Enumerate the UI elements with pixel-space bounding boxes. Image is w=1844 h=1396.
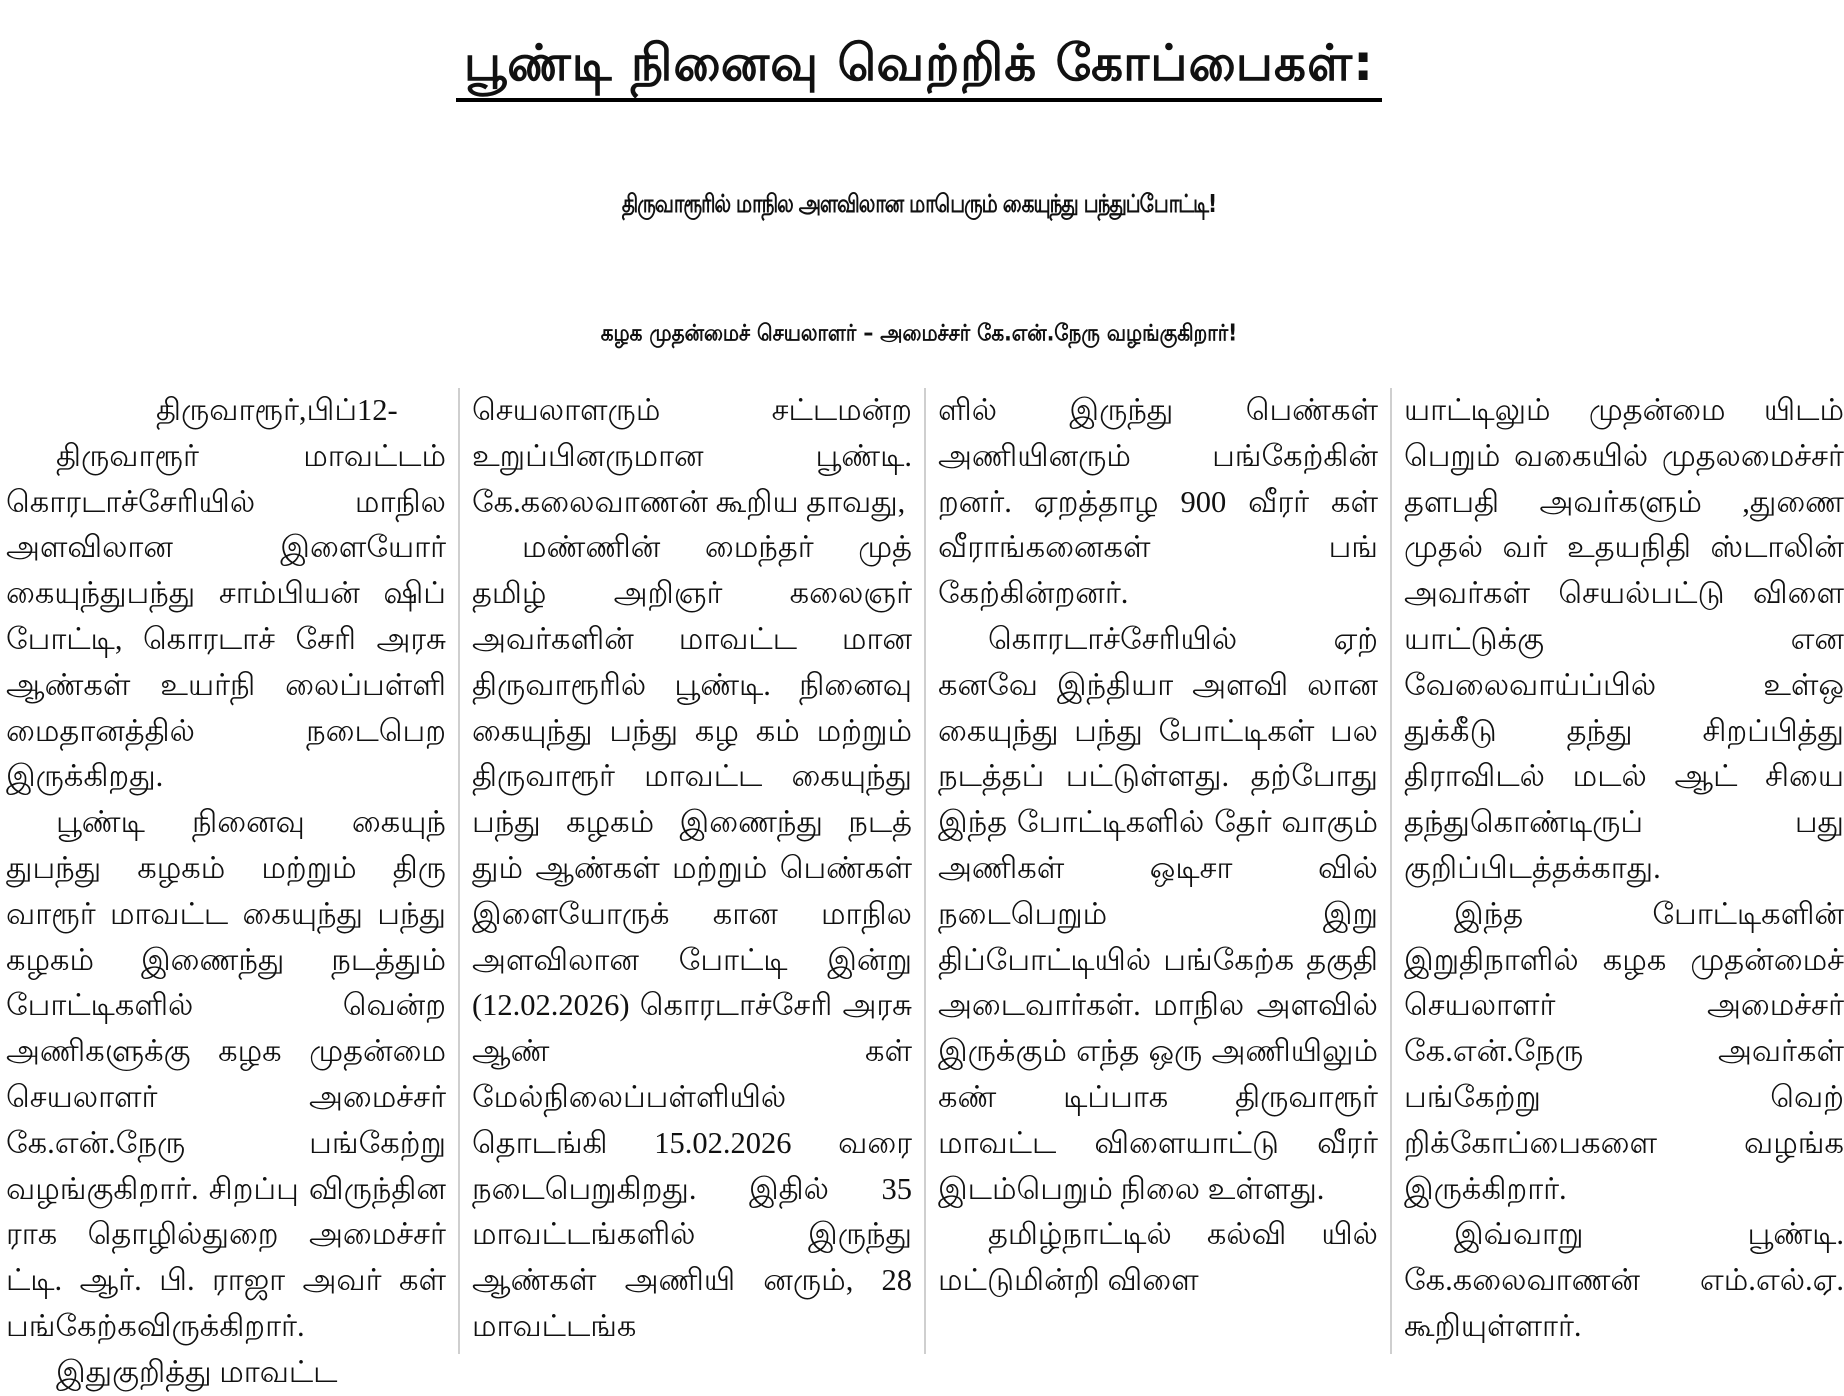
column-divider xyxy=(924,388,926,1354)
column-3 xyxy=(938,388,1378,1354)
paragraph: கொரடாச்சேரியில் ஏற் கனவே இந்தியா அளவி லான கையுந்து பந்து போட்டிகள் பல நடத்தப் பட்டுள்ளது. தற்போது இந்த போட்டிகளில் தேர் வாகும் அணிகள் ஒடிசா வில் நடைபெறும் இறு திப்போட்டியில் பங்கேற்க தகுதி அடைவார்கள். மாநில அளவில் இருக்கும் எந்த ஒரு அணியிலும் கண் டிப்பாக திருவாரூர் மாவட்ட விளையாட்டு வீரர் இடம்பெறும் நிலை உள்ளது. xyxy=(938,621,1378,1206)
paragraph: இவ்வாறு பூண்டி. கே.கலைவாணன் எம்.எல்.ஏ. கூறியுள்ளார். xyxy=(1404,1217,1844,1343)
paragraph: தமிழ்நாட்டில் கல்வி யில் மட்டுமின்றி விளை xyxy=(938,1217,1378,1298)
paragraph: மண்ணின் மைந்தர் முத் தமிழ் அறிஞர் கலைஞர் அவர்களின் மாவட்ட மான திருவாரூரில் பூண்டி. நினைவு கையுந்து பந்து கழ கம் மற்றும் திருவாரூர் மாவட்ட கையுந்து பந்து கழகம் இணைந்து நடத் தும் ஆண்கள் மற்றும் பெண்கள் இளையோருக் கான மாநில அளவிலான போட்டி இன்று (12.02.2026) கொரடாச்சேரி அரசு ஆண் கள் மேல்நிலைப்பள்ளியில் தொடங்கி 15.02.2026 வரை நடைபெறுகிறது. இதில் 35 மாவட்டங்களில் இருந்து ஆண்கள் அணியி னரும், 28 மாவட்டங்க xyxy=(472,530,912,1343)
paragraph: திருவாரூர் மாவட்டம் கொரடாச்சேரியில் மாநில அளவிலான இளையோர் கையுந்துபந்து சாம்பியன் ஷிப் போட்டி, கொரடாச் சேரி அரசு ஆண்கள் உயர்நி லைப்பள்ளி மைதானத்தில் நடைபெற இருக்கிறது. xyxy=(6,438,446,794)
headline: திருவாரூரில் மாநில அளவிலான மாபெரும் கையுந்து பந்துப்போட்டி! xyxy=(621,188,1217,218)
article-body xyxy=(6,388,1844,1389)
column-1 xyxy=(6,388,446,1389)
column-4 xyxy=(1404,388,1844,1354)
kicker-heading xyxy=(0,30,1838,102)
column-divider xyxy=(1390,388,1392,1354)
paragraph: ளில் இருந்து பெண்கள் அணியினரும் பங்கேற்கின் றனர். ஏறத்தாழ 900 வீரர் கள் வீராங்கனைகள் பங் கேற்கின்றனர். xyxy=(938,393,1378,611)
subheadline: கழக முதன்மைச் செயலாளர் – அமைச்சர் கே.என்.நேரு வழங்குகிறார்! xyxy=(600,318,1238,347)
column-2 xyxy=(472,388,912,1354)
paragraph: யாட்டிலும் முதன்மை யிடம் பெறும் வகையில் முதலமைச்சர் தளபதி அவர்களும் ,துணை முதல் வர் உதயநிதி ஸ்டாலின் அவர்கள் செயல்பட்டு விளை யாட்டுக்கு என வேலைவாய்ப்பில் உள்ஒ துக்கீடு தந்து சிறப்பித்து திராவிடல் மடல் ஆட் சியை தந்துகொண்டிருப் பது குறிப்பிடத்தக்காது. xyxy=(1404,393,1844,885)
kicker-text: பூண்டி நினைவு வெற்றிக் கோப்பைகள்: xyxy=(456,30,1382,102)
paragraph: இதுகுறித்து மாவட்ட xyxy=(56,1354,338,1389)
dateline: திருவாரூர்,பிப்12- xyxy=(156,393,398,427)
paragraph: செயலாளரும் சட்டமன்ற உறுப்பினருமான பூண்டி. கே.கலைவாணன் கூறிய தாவது, xyxy=(472,393,912,519)
column-divider xyxy=(458,388,460,1354)
paragraph: இந்த போட்டிகளின் இறுதிநாளில் கழக முதன்மைச் செயலாளர் அமைச்சர் கே.என்.நேரு அவர்கள் பங்கேற்று வெற் றிக்கோப்பைகளை வழங்க இருக்கிறார். xyxy=(1404,896,1844,1206)
paragraph: பூண்டி நினைவு கையுந் துபந்து கழகம் மற்றும் திரு வாரூர் மாவட்ட கையுந்து பந்து கழகம் இணைந்து நடத்தும் போட்டிகளில் வென்ற அணிகளுக்கு கழக முதன்மை செயலாளர் அமைச்சர் கே.என்.நேரு பங்கேற்று வழங்குகிறார். சிறப்பு விருந்தின ராக தொழில்துறை அமைச்சர் ட்டி. ஆர். பி. ராஜா அவர் கள் பங்கேற்கவிருக்கிறார். xyxy=(6,805,446,1343)
